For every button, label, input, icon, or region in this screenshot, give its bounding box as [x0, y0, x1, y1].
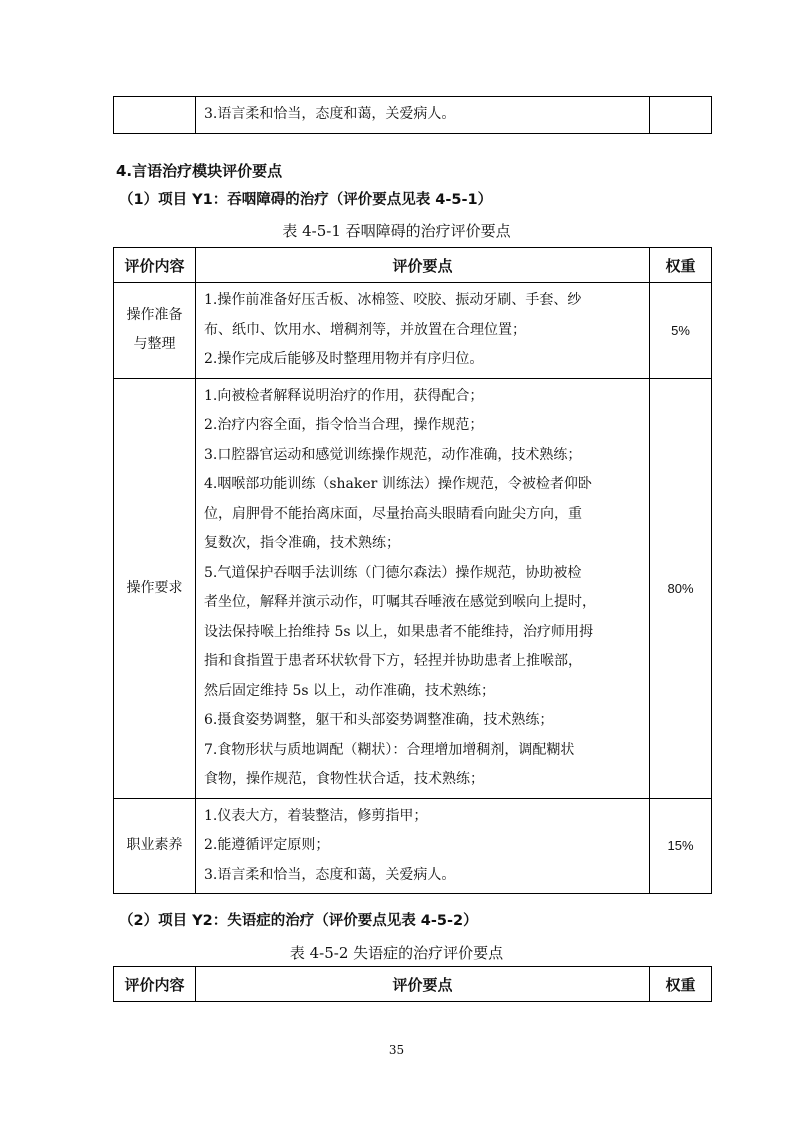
page-number: 35: [388, 1043, 405, 1057]
table2-caption: 表 4-5-2 失语症的治疗评价要点: [289, 944, 504, 962]
point-line: 4.咽喉部功能训练（shaker 训练法）操作规范，令被检者仰卧: [204, 476, 592, 492]
weight-cell: 5%: [650, 283, 712, 379]
point-line: 然后固定维持 5s 以上，动作准确，技术熟练；: [204, 682, 495, 699]
category-line: 与整理: [133, 336, 176, 353]
point-line: 1.向被检者解释说明治疗的作用，获得配合；: [204, 387, 484, 404]
point-line: 2.操作完成后能够及时整理用物并有序归位。: [204, 351, 484, 367]
point-line: 5.气道保护吞咽手法训练（门德尔森法）操作规范，协助被检: [204, 564, 582, 581]
header-content: 评价内容: [114, 967, 196, 1002]
point-line: 7.食物形状与质地调配（糊状）：合理增加增稠剂，调配糊状: [204, 741, 575, 758]
header-weight: 权重: [650, 967, 712, 1002]
table-row: [114, 798, 712, 894]
point-line: 1.仪表大方，着装整洁，修剪指甲；: [204, 807, 428, 824]
table1-caption: 表 4-5-1 吞咽障碍的治疗评价要点: [282, 222, 511, 240]
section-heading: 4.言语治疗模块评价要点: [116, 162, 283, 180]
point-line: 2.能遵循评定原则；: [204, 837, 330, 853]
previous-table-continuation: [113, 96, 712, 134]
evaluation-table-2: [113, 966, 712, 1002]
category-cell: [114, 283, 196, 379]
points-cell: [196, 283, 650, 379]
point-line: 2.治疗内容全面，指令恰当合理，操作规范；: [204, 417, 484, 433]
point-line: 布、纸巾、饮用水、增稠剂等，并放置在合理位置；: [204, 321, 526, 338]
weight-cell: 15%: [650, 798, 712, 894]
header-content: 评价内容: [114, 248, 196, 283]
point-line: 复数次，指令准确，技术熟练；: [204, 535, 400, 551]
header-points: 评价要点: [196, 967, 650, 1002]
point-line: 3.语言柔和恰当，态度和蔼，关爱病人。: [204, 866, 456, 883]
prev-category-cell: [114, 97, 196, 134]
prev-point-line: 3.语言柔和恰当，态度和蔼，关爱病人。: [204, 106, 456, 122]
header-weight: 权重: [650, 248, 712, 283]
table-row: [114, 283, 712, 379]
point-line: 6.摄食姿势调整，躯干和头部姿势调整准确，技术熟练；: [204, 712, 554, 728]
point-line: 者坐位，解释并演示动作，叮嘱其吞唾液在感觉到喉向上提时，: [204, 594, 596, 610]
evaluation-table-1: [113, 247, 712, 894]
point-line: 指和食指置于患者环状软骨下方，轻捏并协助患者上推喉部，: [204, 653, 582, 669]
point-line: 设法保持喉上抬维持 5s 以上，如果患者不能维持，治疗师用拇: [204, 623, 593, 640]
weight-cell: 80%: [650, 378, 712, 798]
points-cell: [196, 378, 650, 798]
point-line: 1.操作前准备好压舌板、冰棉签、咬胶、振动牙刷、手套、纱: [204, 292, 582, 308]
project2-heading: （2）项目 Y2：失语症的治疗（评价要点见表 4-5-2）: [119, 913, 478, 929]
prev-points-cell: [196, 97, 650, 134]
category-cell: 操作要求: [114, 378, 196, 798]
points-cell: [196, 798, 650, 894]
table-row: [114, 378, 712, 798]
project1-heading: （1）项目 Y1：吞咽障碍的治疗（评价要点见表 4-5-1）: [119, 192, 493, 208]
point-line: 3.口腔器官运动和感觉训练操作规范，动作准确，技术熟练；: [204, 446, 582, 463]
category-line: 操作准备: [126, 307, 183, 324]
point-line: 位，肩胛骨不能抬离床面，尽量抬高头眼睛看向趾尖方向，重: [204, 505, 582, 522]
prev-weight-cell: [650, 97, 712, 134]
category-cell: 职业素养: [114, 798, 196, 894]
header-points: 评价要点: [196, 248, 650, 283]
point-line: 食物，操作规范，食物性状合适，技术熟练；: [204, 771, 484, 787]
